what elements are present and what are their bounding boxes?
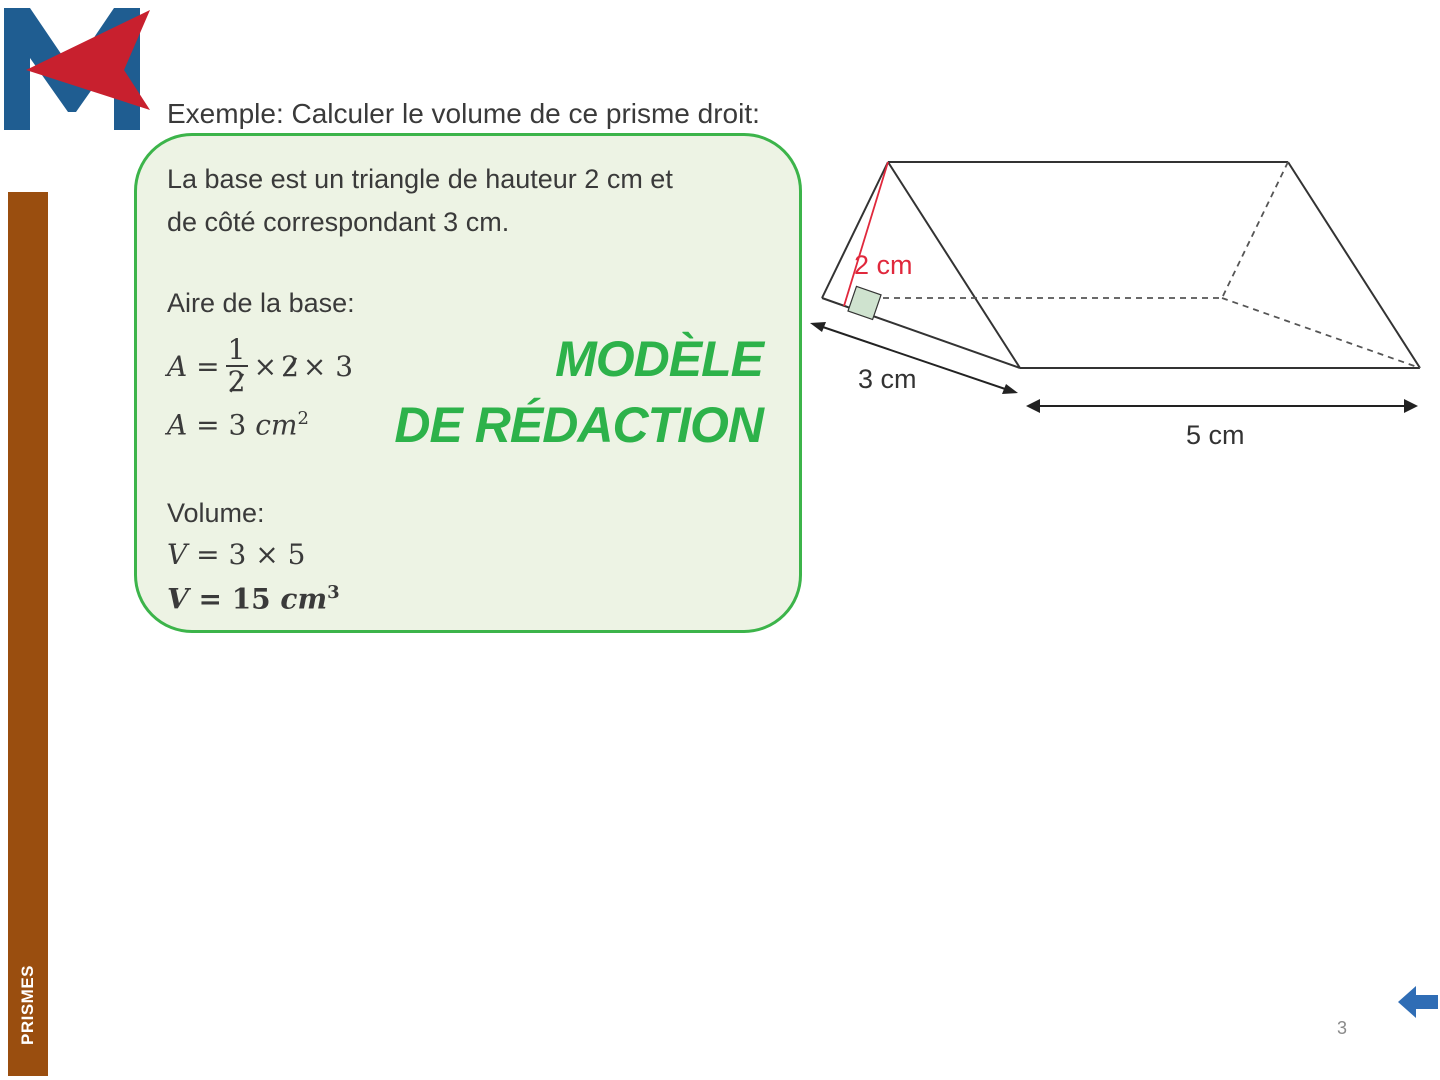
solution-box bbox=[134, 133, 802, 633]
page-number: 3 bbox=[1337, 1018, 1348, 1038]
length-label: 5 cm bbox=[1186, 420, 1245, 450]
sidebar-label bbox=[10, 950, 46, 1060]
times-sign-1: × bbox=[253, 349, 278, 383]
right-angle-marker bbox=[848, 286, 881, 319]
model-heading bbox=[394, 326, 763, 458]
intro-line-2: de côté correspondant 3 cm. bbox=[167, 207, 510, 237]
times-three: × 3 bbox=[302, 349, 354, 383]
prism-hidden-edge-2 bbox=[1222, 298, 1420, 368]
volume-unit-exponent: 3 bbox=[327, 582, 340, 603]
model-line-2: DE RÉDACTION bbox=[394, 397, 763, 453]
intro-line-1: La base est un triangle de hauteur 2 cm et bbox=[167, 164, 673, 194]
prism-figure bbox=[800, 140, 1440, 460]
prism-hidden-edge-1 bbox=[1222, 162, 1288, 298]
model-line-1: MODÈLE bbox=[555, 331, 763, 387]
area-eq2-lhs: A = bbox=[167, 408, 220, 442]
area-equation-1 bbox=[167, 331, 353, 401]
area-equation-2 bbox=[167, 408, 309, 441]
slide-title: Exemple: Calculer le volume de ce prisme droit: bbox=[167, 98, 760, 129]
area-eq1-lhs: A = bbox=[167, 349, 220, 383]
side-label: 3 cm bbox=[858, 364, 917, 394]
volume-unit: cm bbox=[280, 582, 328, 616]
sidebar-label-text: PRISMES bbox=[18, 964, 37, 1046]
length-arrowhead-left bbox=[1026, 399, 1040, 413]
prism-edge-back-right bbox=[1288, 162, 1420, 368]
struck-factor: 2 bbox=[281, 349, 299, 383]
logo-icon bbox=[0, 0, 160, 140]
back-arrow-icon[interactable] bbox=[1396, 982, 1440, 1022]
fraction-numerator: 1 bbox=[227, 333, 246, 366]
sidebar-bar bbox=[8, 192, 48, 1076]
intro-text bbox=[167, 158, 673, 244]
height-label: 2 cm bbox=[854, 250, 913, 280]
height-line bbox=[844, 162, 888, 306]
length-arrowhead-right bbox=[1404, 399, 1418, 413]
side-arrowhead-right bbox=[1002, 384, 1018, 394]
side-arrowhead-left bbox=[810, 322, 826, 332]
area-unit: cm bbox=[255, 408, 298, 442]
area-value: 3 bbox=[228, 408, 247, 442]
volume-expression: 3 × 5 bbox=[228, 538, 306, 571]
volume-equation-1 bbox=[167, 538, 305, 571]
fraction-denominator: 2 bbox=[227, 365, 246, 398]
volume-value: 15 bbox=[231, 582, 271, 616]
volume-eq2-lhs: V = bbox=[167, 582, 222, 616]
volume-label: Volume: bbox=[167, 498, 265, 528]
area-label: Aire de la base: bbox=[167, 288, 355, 318]
area-unit-exponent: 2 bbox=[297, 408, 309, 429]
fraction bbox=[226, 335, 248, 397]
volume-equation-2 bbox=[167, 582, 340, 615]
volume-eq1-lhs: V = bbox=[167, 538, 220, 571]
